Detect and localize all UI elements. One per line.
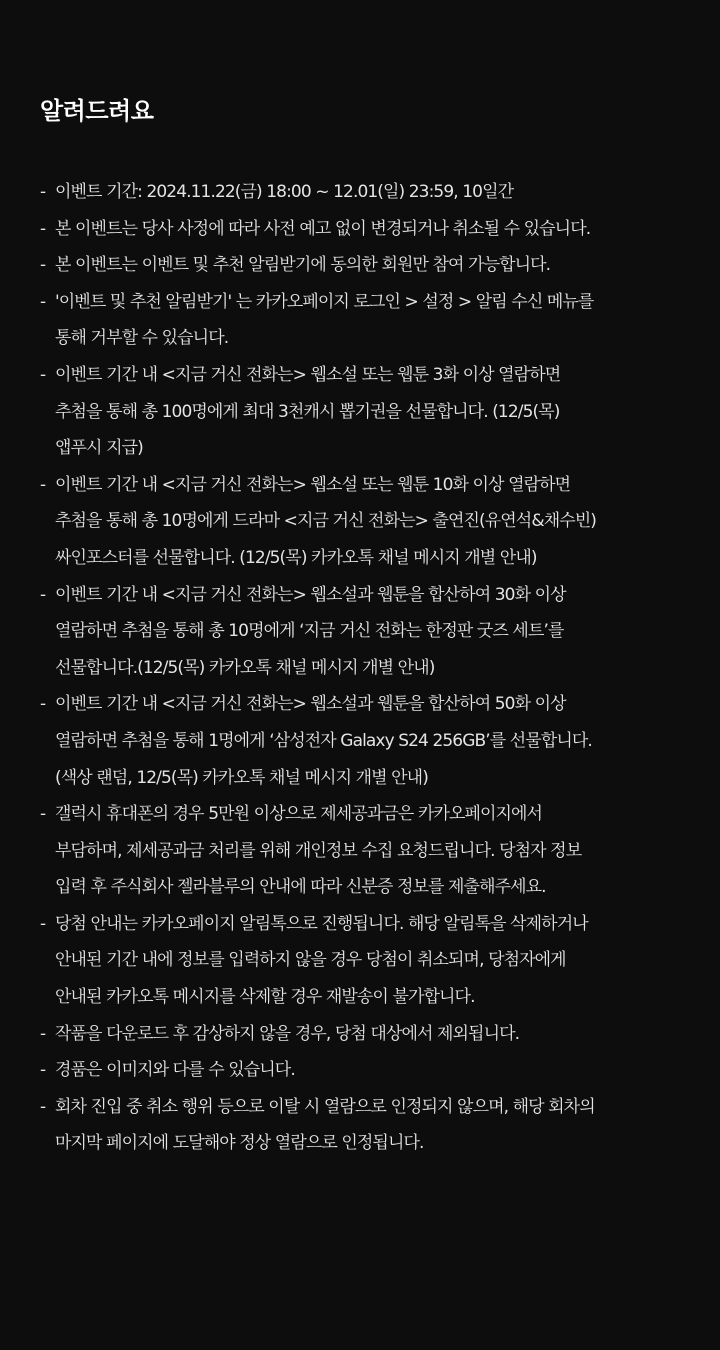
- notice-line: 추첨을 통해 총 100명에게 최대 3천캐시 뽑기권을 선물합니다. (12/5(목): [55, 401, 560, 422]
- bullet-dash: -: [40, 913, 46, 934]
- notice-item: [40, 284, 682, 357]
- notice-line: 이벤트 기간 내 <지금 거신 전화는> 웹소설 또는 웹툰 3화 이상 열람하면: [55, 364, 561, 385]
- notice-item: [40, 174, 682, 211]
- notice-line: 통해 거부할 수 있습니다.: [55, 328, 229, 349]
- notice-line: 이벤트 기간 내 <지금 거신 전화는> 웹소설 또는 웹툰 10화 이상 열람하면: [55, 474, 571, 495]
- notice-item: [40, 467, 682, 577]
- notice-line: 입력 후 주식회사 젤라블루의 안내에 따라 신분증 정보를 제출해주세요.: [55, 877, 546, 898]
- notice-line: 마지막 페이지에 도달해야 정상 열람으로 인정됩니다.: [55, 1133, 424, 1154]
- page-title: 알려드려요: [40, 97, 154, 125]
- notice-line: 회차 진입 중 취소 행위 등으로 이탈 시 열람으로 인정되지 않으며, 해당 회차의: [55, 1096, 595, 1117]
- notice-line: 추첨을 통해 총 10명에게 드라마 <지금 거신 전화는> 출연진(유연석&채수빈): [55, 511, 596, 532]
- notice-line: (색상 랜덤, 12/5(목) 카카오톡 채널 메시지 개별 안내): [55, 767, 428, 788]
- notice-line: 이벤트 기간: 2024.11.22(금) 18:00 ~ 12.01(일) 23:59, 10일간: [55, 182, 514, 202]
- notice-item: [40, 906, 682, 1016]
- notice-line: 이벤트 기간 내 <지금 거신 전화는> 웹소설과 웹툰을 합산하여 30화 이상: [55, 584, 566, 605]
- notice-line: 안내된 기간 내에 정보를 입력하지 않을 경우 당첨이 취소되며, 당첨자에게: [55, 950, 566, 971]
- notice-line: 갤럭시 휴대폰의 경우 5만원 이상으로 제세공과금은 카카오페이지에서: [55, 804, 543, 825]
- notice-line: 열람하면 추첨을 통해 총 10명에게 ‘지금 거신 전화는 한정판 굿즈 세트’를: [55, 621, 564, 642]
- notice-list: [40, 174, 682, 1162]
- notice-item: [40, 1089, 682, 1162]
- notice-line: 앱푸시 지급): [55, 438, 143, 459]
- bullet-dash: -: [40, 182, 46, 202]
- bullet-dash: -: [40, 291, 46, 312]
- bullet-dash: -: [40, 694, 46, 715]
- notice-item: [40, 211, 682, 248]
- bullet-dash: -: [40, 804, 46, 825]
- notice-line: 본 이벤트는 당사 사정에 따라 사전 예고 없이 변경되거나 취소될 수 있습니다.: [55, 218, 591, 239]
- notice-item: [40, 247, 682, 284]
- notice-line: '이벤트 및 추천 알림받기' 는 카카오페이지 로그인 > 설정 > 알림 수신 메뉴를: [55, 291, 594, 312]
- notice-item: [40, 577, 682, 687]
- bullet-dash: -: [40, 1060, 46, 1081]
- bullet-dash: -: [40, 255, 46, 276]
- bullet-dash: -: [40, 364, 46, 385]
- notice-item: [40, 1016, 682, 1053]
- notice-line: 부담하며, 제세공과금 처리를 위해 개인정보 수집 요청드립니다. 당첨자 정보: [55, 840, 582, 861]
- notice-item: [40, 1052, 682, 1089]
- bullet-dash: -: [40, 1096, 46, 1117]
- notice-item: [40, 357, 682, 467]
- bullet-dash: -: [40, 218, 46, 239]
- notice-line: 작품을 다운로드 후 감상하지 않을 경우, 당첨 대상에서 제외됩니다.: [55, 1023, 520, 1044]
- notice-line: 당첨 안내는 카카오페이지 알림톡으로 진행됩니다. 해당 알림톡을 삭제하거나: [55, 913, 588, 934]
- notice-line: 경품은 이미지와 다를 수 있습니다.: [55, 1060, 295, 1081]
- notice-item: [40, 686, 682, 796]
- bullet-dash: -: [40, 1023, 46, 1044]
- bullet-dash: -: [40, 474, 46, 495]
- notice-line: 안내된 카카오톡 메시지를 삭제할 경우 재발송이 불가합니다.: [55, 987, 475, 1008]
- notice-item: [40, 796, 682, 906]
- notice-line: 본 이벤트는 이벤트 및 추천 알림받기에 동의한 회원만 참여 가능합니다.: [55, 255, 551, 276]
- notice-line: 싸인포스터를 선물합니다. (12/5(목) 카카오톡 채널 메시지 개별 안내): [55, 547, 537, 568]
- bullet-dash: -: [40, 584, 46, 605]
- notice-line: 이벤트 기간 내 <지금 거신 전화는> 웹소설과 웹툰을 합산하여 50화 이상: [55, 694, 566, 715]
- notice-line: 선물합니다.(12/5(목) 카카오톡 채널 메시지 개별 안내): [55, 657, 435, 678]
- notice-line: 열람하면 추첨을 통해 1명에게 ‘삼성전자 Galaxy S24 256GB’를 선물합니다.: [55, 730, 592, 751]
